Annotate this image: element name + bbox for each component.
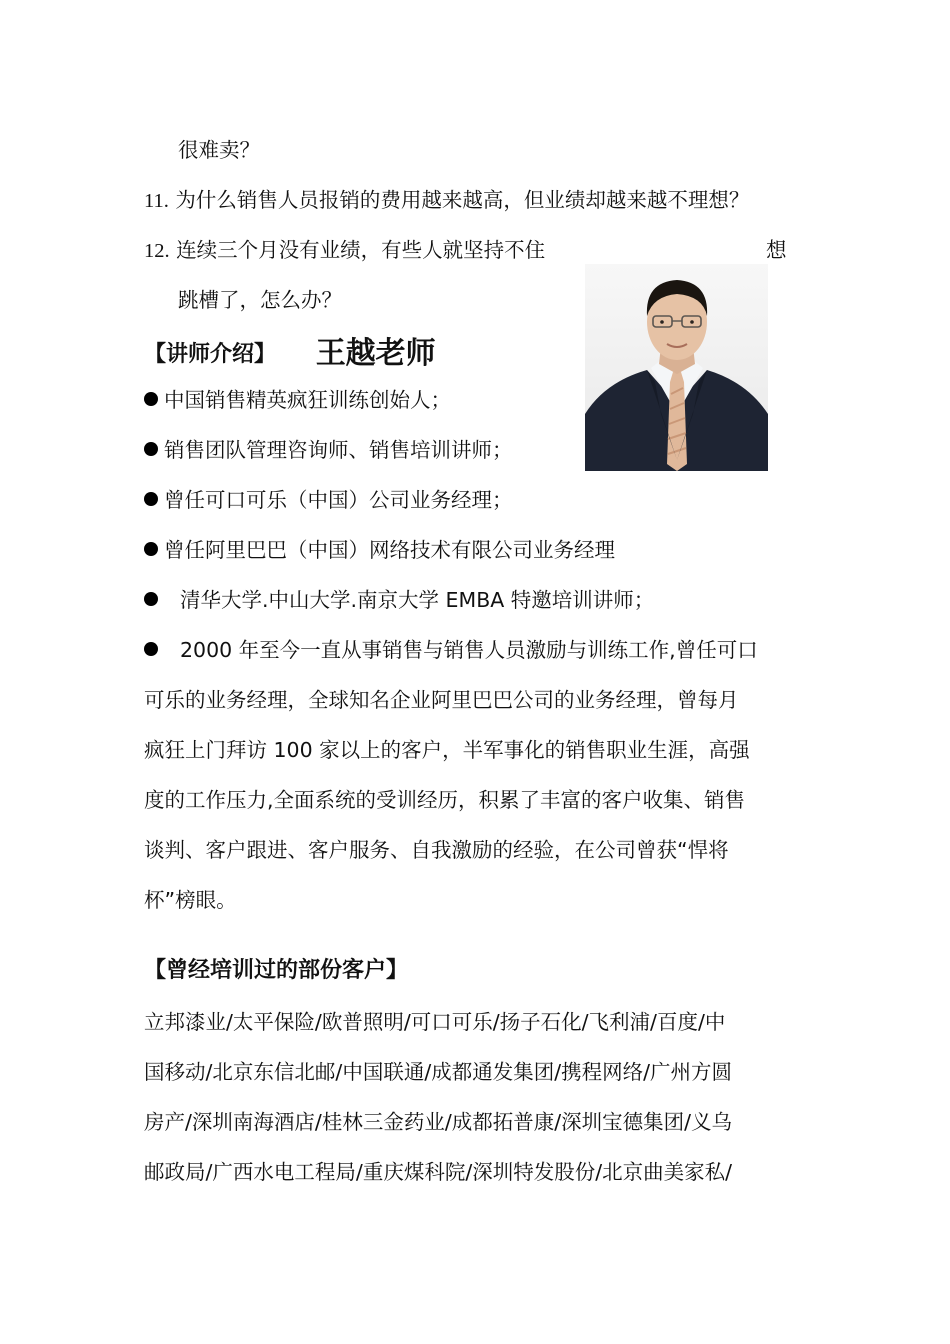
bullet-icon <box>144 392 158 406</box>
lecturer-bullet <box>144 536 615 564</box>
bullet-icon <box>144 492 158 506</box>
lecturer-bullet <box>144 486 513 514</box>
bullet-icon <box>144 592 158 606</box>
bullet-text: 销售团队管理咨询师、销售培训讲师； <box>164 438 513 462</box>
clients-line: 国移动/北京东信北邮/中国联通/成都通发集团/携程网络/广州方圆 <box>144 1060 733 1084</box>
bullet-text: 中国销售精英疯狂训练创始人； <box>164 388 451 412</box>
lecturer-bio-line: 谈判、客户跟进、客户服务、自我激励的经验，在公司曾获“悍将 <box>144 838 729 862</box>
lecturer-bio-line: 疯狂上门拜访 100 家以上的客户，半军事化的销售职业生涯，高强 <box>144 738 750 762</box>
clients-line: 立邦漆业/太平保险/欧普照明/可口可乐/扬子石化/飞利浦/百度/中 <box>144 1010 726 1034</box>
lecturer-bullet <box>144 436 513 464</box>
lecturer-bullet <box>144 586 654 614</box>
bullet-icon <box>144 642 158 656</box>
question-11 <box>144 186 749 215</box>
clients-line: 邮政局/广西水电工程局/重庆煤科院/深圳特发股份/北京曲美家私/ <box>144 1160 733 1184</box>
bullet-text: 曾任阿里巴巴（中国）网络技术有限公司业务经理 <box>164 538 615 562</box>
lecturer-photo <box>585 264 768 471</box>
bullet-text: 曾任可口可乐（中国）公司业务经理； <box>164 488 513 512</box>
question-text: 为什么销售人员报销的费用越来越高，但业绩却越来越不理想？ <box>175 188 750 212</box>
section-title: 【讲师介绍】 <box>144 342 277 367</box>
bio-text: 2000 年至今一直从事销售与销售人员激励与训练工作,曾任可口 <box>180 638 758 662</box>
question-12 <box>144 236 545 265</box>
lecturer-heading <box>144 337 436 370</box>
question-10-tail: 很难卖？ <box>178 138 260 162</box>
lecturer-bio-line: 可乐的业务经理，全球知名企业阿里巴巴公司的业务经理，曾每月 <box>144 688 739 712</box>
lecturer-name: 王越老师 <box>315 336 436 371</box>
question-12-tail: 跳槽了，怎么办？ <box>178 288 342 312</box>
clients-line: 房产/深圳南海酒店/桂林三金药业/成都拓普康/深圳宝德集团/义乌 <box>144 1110 733 1134</box>
bullet-icon <box>144 542 158 556</box>
lecturer-portrait-image <box>585 264 768 471</box>
lecturer-bio-line: 度的工作压力,全面系统的受训经历，积累了丰富的客户收集、销售 <box>144 788 746 812</box>
bullet-text: 清华大学.中山大学.南京大学 EMBA 特邀培训讲师； <box>180 588 655 612</box>
question-number: 12. <box>144 240 170 262</box>
bullet-icon <box>144 442 158 456</box>
question-12-trailing-char: 想 <box>766 238 787 262</box>
lecturer-bullet <box>144 386 451 414</box>
lecturer-bio-line: 杯”榜眼。 <box>144 888 237 912</box>
clients-heading: 【曾经培训过的部份客户】 <box>144 958 409 983</box>
question-text: 连续三个月没有业绩，有些人就坚持不住 <box>176 238 546 262</box>
lecturer-bio-line <box>144 636 758 664</box>
question-number: 11. <box>144 190 169 212</box>
